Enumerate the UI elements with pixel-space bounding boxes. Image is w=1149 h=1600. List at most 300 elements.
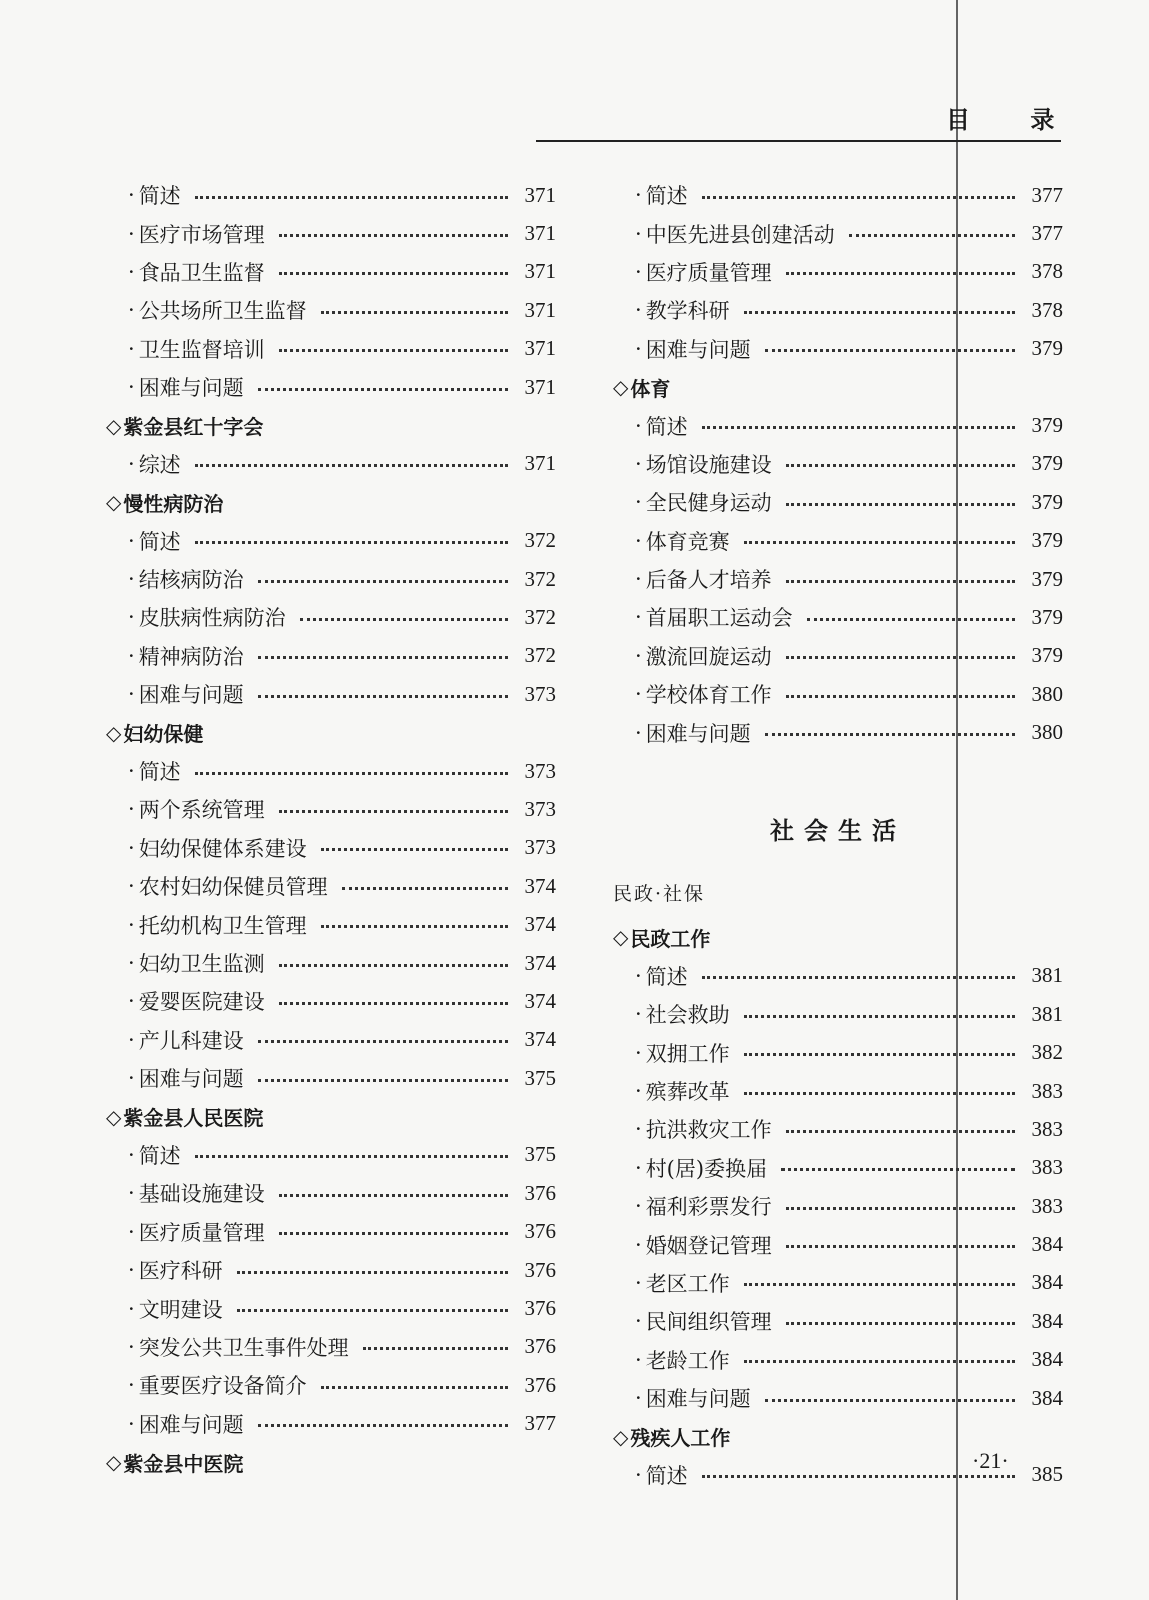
entry-title: 福利彩票发行 <box>645 1195 772 1220</box>
toc-entry[interactable] <box>613 1264 1063 1302</box>
toc-entry[interactable] <box>106 445 556 483</box>
toc-entry[interactable] <box>613 1302 1063 1340</box>
toc-entry[interactable] <box>106 1328 556 1366</box>
entry-title: 妇幼保健体系建设 <box>138 836 307 861</box>
bullet-dot: · <box>128 259 135 284</box>
heading-title: 紫金县中医院 <box>123 1451 244 1476</box>
entry-page-number: 371 <box>524 451 556 476</box>
entry-title: 困难与问题 <box>138 1067 244 1092</box>
entry-title: 重要医疗设备简介 <box>138 1374 307 1399</box>
entry-title: 困难与问题 <box>138 1412 244 1437</box>
dot-leader <box>279 964 508 967</box>
bullet-dot: · <box>128 912 135 937</box>
bullet-dot: · <box>635 451 642 476</box>
toc-entry[interactable] <box>613 995 1063 1033</box>
bullet-dot: · <box>128 221 135 246</box>
dot-leader <box>786 1130 1015 1133</box>
toc-entry[interactable] <box>613 253 1063 291</box>
entry-title: 简述 <box>645 184 688 209</box>
entry-page-number: 372 <box>524 643 556 668</box>
bullet-dot: · <box>635 1117 642 1142</box>
bullet-dot: · <box>635 963 642 988</box>
toc-entry[interactable] <box>106 982 556 1020</box>
dot-leader <box>781 1168 1015 1171</box>
heading-title: 紫金县红十字会 <box>123 415 264 440</box>
dot-leader <box>195 196 508 199</box>
dot-leader <box>786 503 1015 506</box>
toc-section-heading[interactable] <box>106 406 556 444</box>
toc-entry[interactable] <box>106 637 556 675</box>
bullet-dot: · <box>128 1219 135 1244</box>
dot-leader <box>786 1322 1015 1325</box>
bullet-dot: · <box>128 375 135 400</box>
spacer <box>613 752 1063 790</box>
entry-title: 双拥工作 <box>645 1041 730 1066</box>
entry-title: 妇幼卫生监测 <box>138 952 265 976</box>
entry-page-number: 374 <box>524 912 556 937</box>
toc-left-column <box>106 176 556 1481</box>
bullet-dot: · <box>128 1027 135 1052</box>
bullet-dot: · <box>635 1040 642 1065</box>
entry-page-number: 376 <box>524 1372 556 1397</box>
dot-leader <box>195 541 508 544</box>
dot-leader <box>258 580 508 583</box>
entry-title: 农村妇幼保健员管理 <box>138 875 328 900</box>
bullet-dot: · <box>635 682 642 707</box>
entry-page-number: 384 <box>1031 1270 1063 1295</box>
dot-leader <box>258 1424 508 1427</box>
entry-page-number: 377 <box>1031 182 1063 207</box>
entry-page-number: 376 <box>524 1334 556 1359</box>
entry-title: 基础设施建设 <box>138 1182 265 1207</box>
entry-page-number: 384 <box>1031 1385 1063 1410</box>
toc-entry[interactable] <box>106 291 556 329</box>
diamond-icon: ◇ <box>613 1424 629 1449</box>
toc-entry[interactable] <box>106 1405 556 1443</box>
page-header-title: 目 录 <box>946 106 1081 134</box>
dot-leader <box>279 1232 508 1235</box>
entry-title: 困难与问题 <box>138 683 244 708</box>
bullet-dot: · <box>128 874 135 899</box>
dot-leader <box>321 848 508 851</box>
dot-leader <box>279 1194 508 1197</box>
heading-title: 妇幼保健 <box>123 722 204 747</box>
bullet-dot: · <box>635 298 642 323</box>
entry-title: 突发公共卫生事件处理 <box>138 1335 349 1360</box>
entry-title: 全民健身运动 <box>645 491 772 516</box>
toc-entry[interactable] <box>106 1213 556 1251</box>
entry-page-number: 385 <box>1031 1462 1063 1487</box>
toc-entry[interactable] <box>613 1379 1063 1417</box>
diamond-icon: ◇ <box>106 490 122 515</box>
heading-title: 民政工作 <box>630 926 711 951</box>
dot-leader <box>765 1399 1015 1402</box>
entry-title: 殡葬改革 <box>645 1080 730 1104</box>
toc-entry[interactable] <box>613 483 1063 521</box>
bullet-dot: · <box>128 567 135 592</box>
entry-page-number: 379 <box>1031 451 1063 476</box>
entry-page-number: 375 <box>524 1142 556 1167</box>
bullet-dot: · <box>635 1386 642 1411</box>
toc-entry[interactable] <box>106 560 556 598</box>
bullet-dot: · <box>635 221 642 246</box>
toc-subsection-title: 民政·社保 <box>613 882 706 905</box>
toc-entry[interactable] <box>106 1059 556 1097</box>
bullet-dot: · <box>635 1462 642 1487</box>
bullet-dot: · <box>128 643 135 668</box>
bullet-dot: · <box>635 643 642 668</box>
toc-entry[interactable] <box>106 867 556 905</box>
entry-title: 简述 <box>138 529 181 554</box>
entry-page-number: 383 <box>1031 1155 1063 1180</box>
toc-entry[interactable] <box>613 1225 1063 1263</box>
entry-page-number: 372 <box>524 604 556 629</box>
bullet-dot: · <box>635 1232 642 1257</box>
entry-page-number: 383 <box>1031 1193 1063 1218</box>
dot-leader <box>786 464 1015 467</box>
toc-section-heading[interactable] <box>106 713 556 751</box>
toc-entry[interactable] <box>106 368 556 406</box>
entry-page-number: 378 <box>1031 259 1063 284</box>
entry-page-number: 379 <box>1031 528 1063 553</box>
entry-title: 抗洪救灾工作 <box>645 1118 772 1143</box>
entry-page-number: 371 <box>524 297 556 322</box>
toc-entry[interactable] <box>106 1289 556 1327</box>
toc-entry[interactable] <box>613 1110 1063 1148</box>
entry-page-number: 379 <box>1031 643 1063 668</box>
entry-page-number: 371 <box>524 182 556 207</box>
bullet-dot: · <box>635 259 642 284</box>
toc-entry[interactable] <box>613 1187 1063 1225</box>
toc-entry[interactable] <box>106 598 556 636</box>
dot-leader <box>321 1386 508 1389</box>
bullet-dot: · <box>128 1258 135 1283</box>
toc-entry[interactable] <box>106 752 556 790</box>
entry-page-number: 383 <box>1031 1116 1063 1141</box>
bullet-dot: · <box>128 1334 135 1359</box>
entry-page-number: 378 <box>1031 297 1063 322</box>
toc-entry[interactable] <box>613 1072 1063 1110</box>
entry-title: 精神病防治 <box>138 644 244 669</box>
entry-title: 村(居)委换届 <box>645 1156 768 1181</box>
toc-right-column <box>613 176 1063 1494</box>
entry-page-number: 373 <box>524 758 556 783</box>
entry-title: 困难与问题 <box>138 376 244 401</box>
toc-entry[interactable] <box>613 1033 1063 1071</box>
bullet-dot: · <box>128 989 135 1014</box>
toc-entry[interactable] <box>106 253 556 291</box>
entry-title: 民间组织管理 <box>645 1310 772 1335</box>
toc-section-heading[interactable] <box>106 1097 556 1135</box>
entry-page-number: 375 <box>524 1065 556 1090</box>
toc-entry[interactable] <box>106 1366 556 1404</box>
heading-title: 体育 <box>630 376 671 401</box>
bullet-dot: · <box>128 605 135 630</box>
toc-entry[interactable] <box>613 713 1063 751</box>
heading-title: 残疾人工作 <box>630 1426 731 1451</box>
toc-entry[interactable] <box>106 905 556 943</box>
toc-entry[interactable] <box>613 330 1063 368</box>
dot-leader <box>744 1015 1015 1018</box>
entry-title: 场馆设施建设 <box>645 452 772 477</box>
toc-entry[interactable] <box>613 1149 1063 1187</box>
page-number: ·21· <box>972 1448 1009 1473</box>
entry-page-number: 371 <box>524 259 556 284</box>
entry-page-number: 382 <box>1031 1040 1063 1065</box>
dot-leader <box>237 1309 508 1312</box>
toc-section-heading[interactable] <box>613 368 1063 406</box>
entry-title: 困难与问题 <box>645 1387 751 1412</box>
diamond-icon: ◇ <box>613 375 629 400</box>
toc-entry[interactable] <box>106 675 556 713</box>
bullet-dot: · <box>635 183 642 208</box>
dot-leader <box>258 1040 508 1043</box>
entry-page-number: 380 <box>1031 720 1063 745</box>
dot-leader <box>279 349 508 352</box>
entry-title: 公共场所卫生监督 <box>138 299 307 324</box>
toc-entry[interactable] <box>106 522 556 560</box>
entry-page-number: 371 <box>524 374 556 399</box>
diamond-icon: ◇ <box>106 1104 122 1129</box>
toc-entry[interactable] <box>613 560 1063 598</box>
toc-entry[interactable] <box>613 445 1063 483</box>
dot-leader <box>237 1271 508 1274</box>
dot-leader <box>321 925 508 928</box>
toc-part-title: 社会生活 <box>770 816 906 845</box>
entry-title: 卫生监督培训 <box>138 337 265 362</box>
entry-page-number: 377 <box>524 1411 556 1436</box>
toc-section-heading[interactable] <box>613 918 1063 956</box>
dot-leader <box>342 887 508 890</box>
dot-leader <box>258 656 508 659</box>
toc-entry[interactable] <box>106 829 556 867</box>
dot-leader <box>258 388 508 391</box>
entry-page-number: 371 <box>524 221 556 246</box>
dot-leader <box>765 349 1015 352</box>
entry-page-number: 381 <box>1031 963 1063 988</box>
entry-title: 医疗质量管理 <box>645 260 772 285</box>
entry-page-number: 376 <box>524 1180 556 1205</box>
dot-leader <box>849 234 1015 237</box>
toc-entry[interactable] <box>106 790 556 828</box>
dot-leader <box>744 541 1015 544</box>
dot-leader <box>786 272 1015 275</box>
entry-page-number: 374 <box>524 1027 556 1052</box>
header-rule <box>536 140 1061 142</box>
entry-page-number: 379 <box>1031 489 1063 514</box>
dot-leader <box>702 976 1015 979</box>
entry-title: 结核病防治 <box>138 568 244 593</box>
entry-title: 简述 <box>138 760 181 785</box>
entry-page-number: 379 <box>1031 336 1063 361</box>
entry-title: 简述 <box>645 964 688 989</box>
bullet-dot: · <box>635 1155 642 1180</box>
entry-title: 产儿科建设 <box>138 1028 244 1053</box>
bullet-dot: · <box>128 1066 135 1091</box>
bullet-dot: · <box>128 1181 135 1206</box>
entry-page-number: 381 <box>1031 1001 1063 1026</box>
entry-page-number: 383 <box>1031 1078 1063 1103</box>
toc-section-heading[interactable] <box>106 1443 556 1481</box>
dot-leader <box>702 1475 1015 1478</box>
entry-title: 皮肤病性病防治 <box>138 606 286 631</box>
bullet-dot: · <box>128 797 135 822</box>
heading-title: 紫金县人民医院 <box>123 1106 264 1131</box>
bullet-dot: · <box>635 605 642 630</box>
entry-title: 中医先进县创建活动 <box>645 222 835 247</box>
dot-leader <box>807 618 1015 621</box>
toc-entry[interactable] <box>613 522 1063 560</box>
bullet-dot: · <box>635 567 642 592</box>
entry-title: 后备人才培养 <box>645 568 772 593</box>
entry-page-number: 379 <box>1031 604 1063 629</box>
toc-entry[interactable] <box>613 406 1063 444</box>
entry-title: 老区工作 <box>645 1271 730 1296</box>
bullet-dot: · <box>128 183 135 208</box>
dot-leader <box>786 656 1015 659</box>
entry-page-number: 373 <box>524 835 556 860</box>
dot-leader <box>279 272 508 275</box>
entry-title: 学校体育工作 <box>645 683 772 708</box>
dot-leader <box>786 580 1015 583</box>
toc-entry[interactable] <box>106 176 556 214</box>
bullet-dot: · <box>635 1002 642 1027</box>
dot-leader <box>786 695 1015 698</box>
bullet-dot: · <box>128 682 135 707</box>
toc-section-heading[interactable] <box>106 483 556 521</box>
toc-entry[interactable] <box>106 214 556 252</box>
bullet-dot: · <box>128 1142 135 1167</box>
toc-entry[interactable] <box>613 957 1063 995</box>
entry-title: 托幼机构卫生管理 <box>138 913 307 938</box>
entry-page-number: 376 <box>524 1296 556 1321</box>
dot-leader <box>765 733 1015 736</box>
bullet-dot: · <box>128 1411 135 1436</box>
entry-title: 爱婴医院建设 <box>138 990 265 1015</box>
bullet-dot: · <box>635 1194 642 1219</box>
entry-title: 激流回旋运动 <box>645 644 772 669</box>
bullet-dot: · <box>128 528 135 553</box>
entry-title: 困难与问题 <box>645 337 751 362</box>
entry-title: 老龄工作 <box>645 1348 730 1373</box>
entry-page-number: 379 <box>1031 413 1063 438</box>
entry-title: 医疗市场管理 <box>138 222 265 247</box>
diamond-icon: ◇ <box>106 720 122 745</box>
dot-leader <box>744 1283 1015 1286</box>
heading-title: 慢性病防治 <box>123 491 224 516</box>
dot-leader <box>258 695 508 698</box>
toc-entry[interactable] <box>106 1021 556 1059</box>
toc-entry[interactable] <box>613 598 1063 636</box>
entry-title: 首届职工运动会 <box>645 606 793 631</box>
bullet-dot: · <box>128 835 135 860</box>
dot-leader <box>300 618 508 621</box>
entry-page-number: 384 <box>1031 1347 1063 1372</box>
bullet-dot: · <box>635 720 642 745</box>
toc-entry[interactable] <box>613 675 1063 713</box>
entry-title: 简述 <box>645 1463 688 1488</box>
entry-title: 体育竞赛 <box>645 529 730 554</box>
toc-entry[interactable] <box>106 1174 556 1212</box>
entry-page-number: 376 <box>524 1219 556 1244</box>
dot-leader <box>744 311 1015 314</box>
bullet-dot: · <box>635 490 642 515</box>
bullet-dot: · <box>635 1347 642 1372</box>
bullet-dot: · <box>128 951 135 975</box>
diamond-icon: ◇ <box>106 1450 122 1475</box>
entry-title: 文明建设 <box>138 1297 223 1322</box>
bullet-dot: · <box>128 1296 135 1321</box>
toc-entry[interactable] <box>106 1136 556 1174</box>
toc-entry[interactable] <box>613 637 1063 675</box>
entry-page-number: 374 <box>524 873 556 898</box>
dot-leader <box>279 810 508 813</box>
diamond-icon: ◇ <box>613 925 629 950</box>
toc-entry[interactable] <box>106 1251 556 1289</box>
dot-leader <box>195 772 508 775</box>
bullet-dot: · <box>635 1309 642 1334</box>
entry-page-number: 384 <box>1031 1308 1063 1333</box>
dot-leader <box>744 1360 1015 1363</box>
entry-title: 医疗质量管理 <box>138 1220 265 1245</box>
dot-leader <box>321 311 508 314</box>
entry-page-number: 384 <box>1031 1232 1063 1257</box>
dot-leader <box>786 1245 1015 1248</box>
entry-title: 简述 <box>645 414 688 439</box>
entry-page-number: 373 <box>524 681 556 706</box>
entry-page-number: 373 <box>524 796 556 821</box>
bullet-dot: · <box>128 451 135 476</box>
dot-leader <box>195 1155 508 1158</box>
dot-leader <box>279 1002 508 1005</box>
bullet-dot: · <box>635 336 642 361</box>
entry-page-number: 379 <box>1031 566 1063 591</box>
toc-entry[interactable] <box>613 1341 1063 1379</box>
bullet-dot: · <box>128 298 135 323</box>
toc-entry[interactable] <box>106 944 556 982</box>
toc-entry[interactable] <box>613 176 1063 214</box>
entry-title: 食品卫生监督 <box>138 260 265 285</box>
entry-page-number: 377 <box>1031 221 1063 246</box>
entry-title: 医疗科研 <box>138 1259 223 1284</box>
entry-title: 教学科研 <box>645 299 730 324</box>
entry-title: 两个系统管理 <box>138 798 265 823</box>
entry-page-number: 376 <box>524 1257 556 1282</box>
dot-leader <box>702 196 1015 199</box>
entry-page-number: 380 <box>1031 681 1063 706</box>
entry-title: 综述 <box>138 452 181 477</box>
bullet-dot: · <box>128 336 135 361</box>
toc-entry[interactable] <box>106 330 556 368</box>
bullet-dot: · <box>635 1079 642 1103</box>
entry-page-number: 372 <box>524 528 556 553</box>
entry-page-number: 372 <box>524 566 556 591</box>
toc-entry[interactable] <box>613 214 1063 252</box>
entry-title: 困难与问题 <box>645 721 751 746</box>
dot-leader <box>702 426 1015 429</box>
entry-page-number: 374 <box>524 988 556 1013</box>
bullet-dot: · <box>635 413 642 438</box>
toc-entry[interactable] <box>613 291 1063 329</box>
dot-leader <box>258 1079 508 1082</box>
bullet-dot: · <box>128 759 135 784</box>
entry-page-number: 371 <box>524 336 556 361</box>
entry-title: 简述 <box>138 184 181 209</box>
dot-leader <box>363 1347 508 1350</box>
entry-title: 简述 <box>138 1143 181 1168</box>
bullet-dot: · <box>635 1270 642 1295</box>
diamond-icon: ◇ <box>106 413 122 438</box>
